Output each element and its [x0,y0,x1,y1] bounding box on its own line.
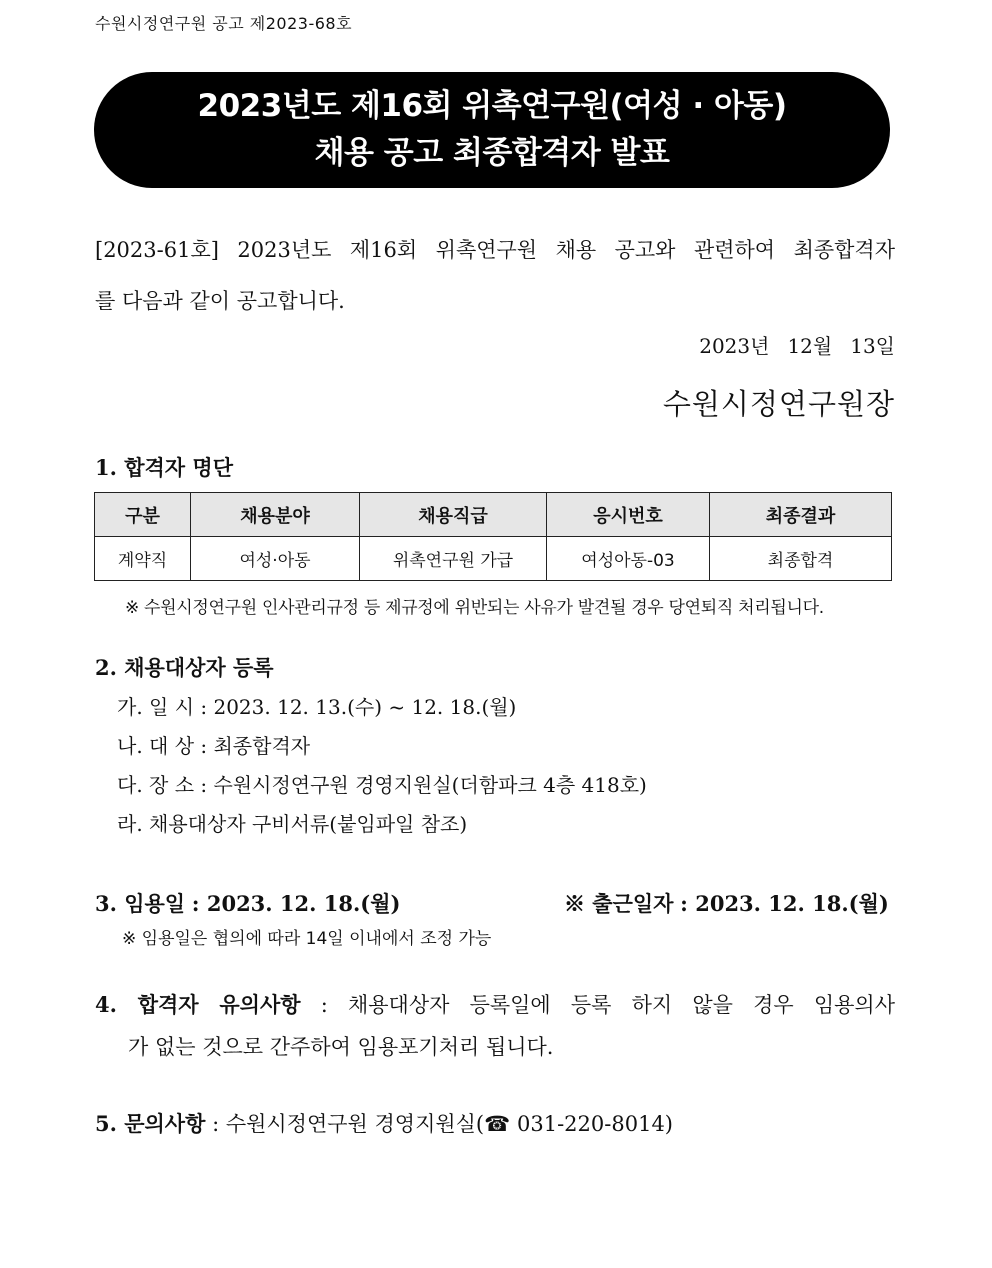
registration-target: 나. 대 상 : 최종합격자 [117,734,311,758]
date-month: 12월 [787,334,833,358]
contact-text: : 수원시정연구원 경영지원실( [212,1112,485,1136]
appointment-label: 3. 임용일 [95,891,186,916]
table-cell: 계약직 [95,537,191,581]
intro-line-1: [2023-61호] 2023년도 제16회 위촉연구원 채용 공고와 관련하여 최종합격자 [95,238,895,262]
appointment-note: ※ 임용일은 협의에 따라 14일 이내에서 조정 가능 [122,929,492,949]
contact-phone: 031-220-8014) [517,1112,673,1136]
table-header-row [95,493,892,537]
section-2-heading: 2. 채용대상자 등록 [95,655,274,680]
date-day: 13일 [850,334,895,358]
column-header: 채용직급 [360,493,547,537]
table-row [95,537,892,581]
announcement-date [699,330,895,359]
intro-line-2: 를 다음과 같이 공고합니다. [95,289,345,313]
signer: 수원시정연구원장 [662,387,895,421]
start-date-value: : 2023. 12. 18.(월) [680,891,889,916]
section-4-text-2: 가 없는 것으로 간주하여 임용포기처리 됩니다. [128,1035,554,1059]
section-5 [95,1108,673,1138]
section-3-heading [95,888,400,918]
column-header: 최종결과 [710,493,892,537]
section-4-line-1 [95,989,895,1019]
table-cell: 최종합격 [710,537,892,581]
table-cell: 여성·아동 [191,537,360,581]
column-header: 채용분야 [191,493,360,537]
table-cell: 여성아동-03 [547,537,710,581]
table-cell: 위촉연구원 가급 [360,537,547,581]
section-4-heading: 4. 합격자 유의사항 [95,992,301,1017]
start-date-label: ※ 출근일자 [564,891,674,916]
telephone-icon: ☎ [484,1112,511,1136]
title-banner [94,72,890,188]
section-1-heading: 1. 합격자 명단 [95,455,233,480]
date-year: 2023년 [699,334,770,358]
column-header: 응시번호 [547,493,710,537]
table-note: ※ 수원시정연구원 인사관리규정 등 제규정에 위반되는 사유가 발견될 경우 당연퇴직 처리됩니다. [125,598,824,618]
registration-period: 가. 일 시 : 2023. 12. 13.(수) ~ 12. 18.(월) [117,695,517,719]
registration-place: 다. 장 소 : 수원시정연구원 경영지원실(더함파크 4층 418호) [117,773,647,797]
start-date [564,888,889,918]
required-documents: 라. 채용대상자 구비서류(붙임파일 참조) [117,812,468,836]
appointment-date: : 2023. 12. 18.(월) [191,891,401,916]
column-header: 구분 [95,493,191,537]
section-4-text-1: : 채용대상자 등록일에 등록 하지 않을 경우 임용의사 [320,993,895,1017]
title-line-2: 채용 공고 최종합격자 발표 [314,135,670,171]
result-table [94,492,892,581]
notice-number: 수원시정연구원 공고 제2023-68호 [95,14,353,33]
section-5-heading: 5. 문의사항 [95,1111,206,1136]
title-line-1: 2023년도 제16회 위촉연구원(여성 · 아동) [197,88,787,124]
